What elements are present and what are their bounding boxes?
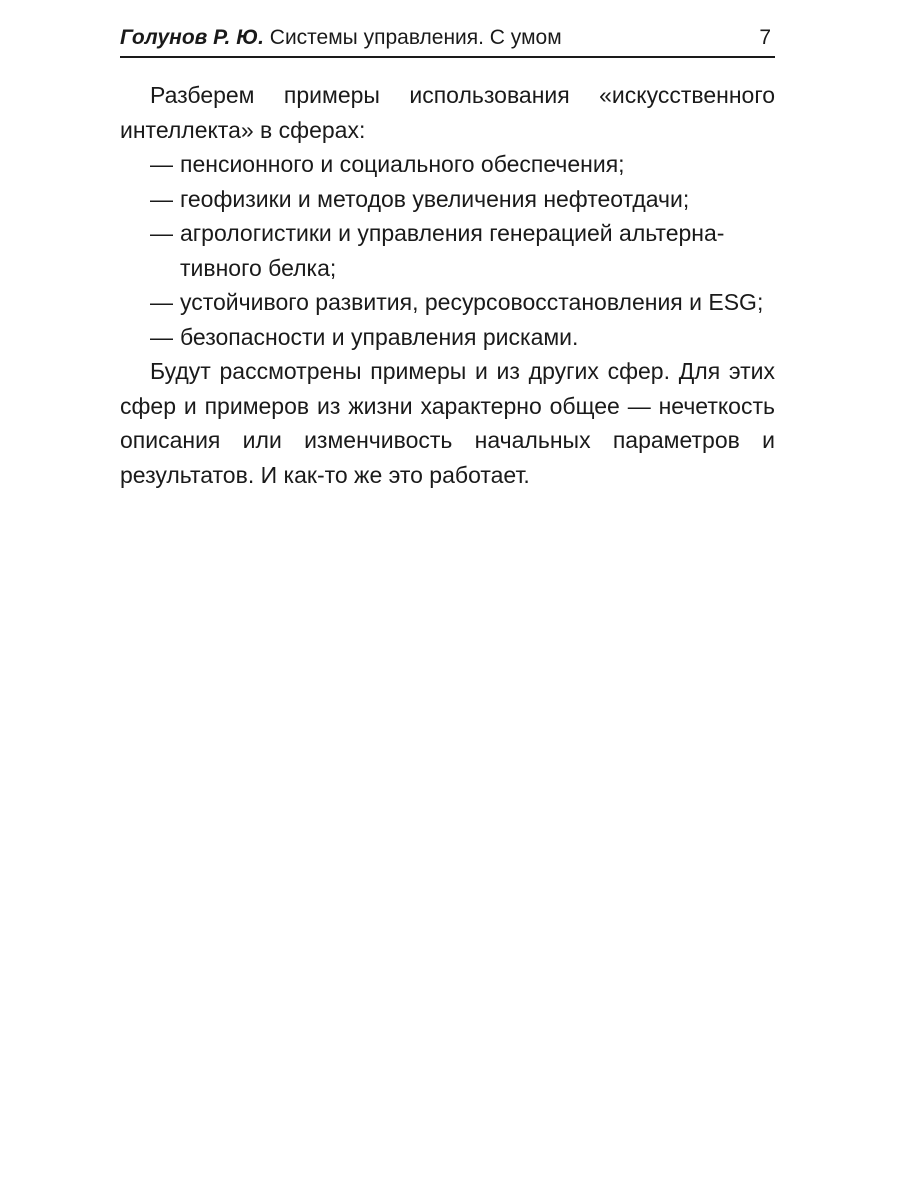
- list-item-text: агрологистики и управления генерацией альтернативного белка;: [180, 220, 725, 281]
- conclusion-paragraph: Будут рассмотрены примеры и из других сфер. Для этих сфер и примеров из жизни характерно общее — нечеткость описания или изменчивость начальных параметров и результатов. И как-то же это работает.: [120, 358, 775, 488]
- page-number: 7: [759, 26, 771, 49]
- list-item-text: геофизики и методов увеличения нефтеотдачи;: [180, 185, 690, 212]
- list-dash: —: [150, 289, 173, 315]
- list-item-text: безопасности и управления рисками.: [180, 323, 579, 350]
- book-title: Системы управления. С умом: [269, 26, 562, 49]
- list-dash: —: [150, 185, 173, 212]
- list-item: [120, 216, 775, 285]
- list-dash: —: [150, 323, 173, 350]
- list-item-text: устойчивого развития, ресурсовосстановления и ESG;: [180, 289, 764, 315]
- list-dash: —: [150, 220, 173, 246]
- running-title: [120, 20, 562, 56]
- page-body: [120, 78, 775, 492]
- author-name: Голунов Р. Ю.: [120, 26, 264, 49]
- running-header: [120, 20, 775, 58]
- list-item: [120, 147, 775, 182]
- list-item: [120, 285, 775, 320]
- intro-paragraph: Разберем примеры использования «искусственного интеллекта» в сферах:: [120, 82, 775, 143]
- list-item: [120, 320, 775, 355]
- list-item: [120, 182, 775, 217]
- list-item-text: пенсионного и социального обеспечения;: [180, 151, 625, 177]
- list-dash: —: [150, 151, 173, 177]
- spheres-list: [120, 147, 775, 354]
